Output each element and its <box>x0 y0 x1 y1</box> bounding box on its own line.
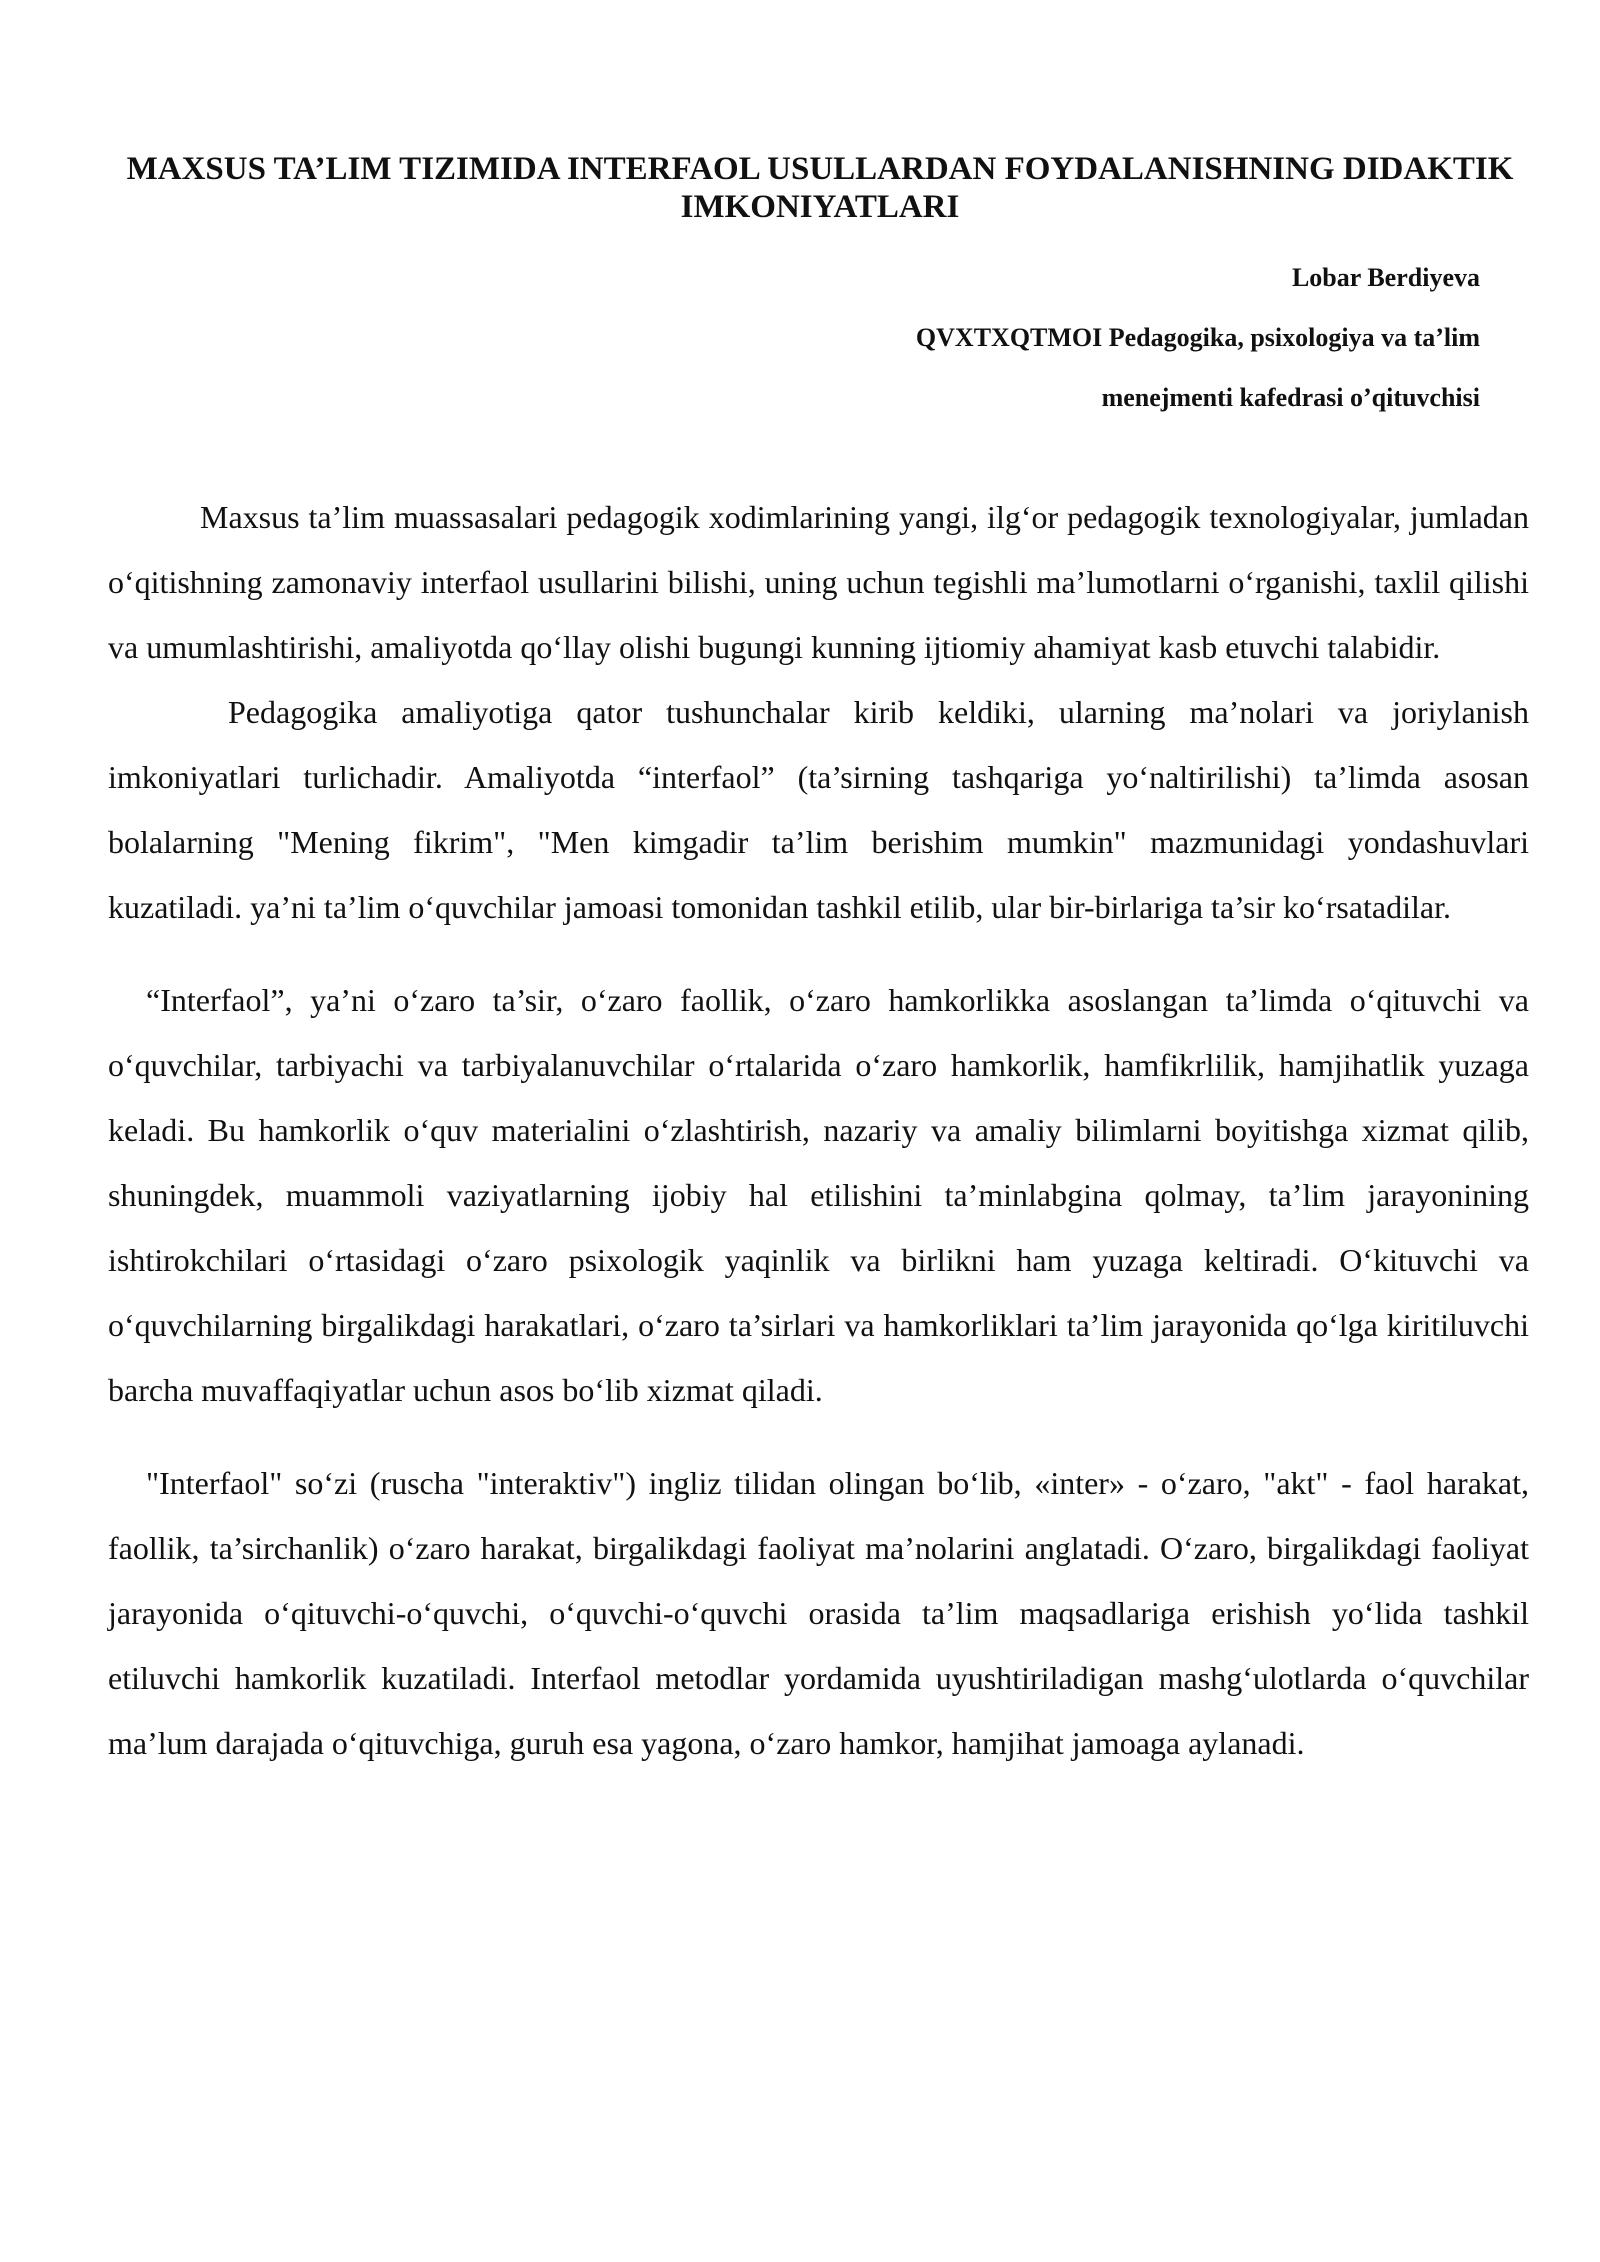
body-paragraph-2: Pedagogika amaliyotiga qator tushunchalar kirib keldiki, ularning ma’nolari va joriylanish imkoniyatlari turlichadir. Amaliyotda “interfaol” (ta’sirning tashqariga yo‘naltirilishi) ta’limda asosan bolalarning "Mening fikrim", "Men kimgadir ta’lim berishim mumkin" mazmunidagi yondashuvlari kuzatiladi. ya’ni ta’lim o‘quvchilar jamoasi tomonidan tashkil etilib, ular bir-birlariga ta’sir ko‘rsatadilar. <box>108 694 1529 925</box>
author-affiliation-line2: menejmenti kafedrasi o’qituvchisi <box>1101 383 1480 412</box>
body-paragraph-4: "Interfaol" so‘zi (ruscha "interaktiv") ingliz tilidan olingan bo‘lib, «inter» - o‘zaro, "akt" - faol harakat, faollik, ta’sirchanlik) o‘zaro harakat, birgalikdagi faoliyat ma’nolarini anglatadi. O‘zaro, birgalikdagi faoliyat jarayonida o‘qituvchi-o‘quvchi, o‘quvchi-o‘quvchi orasida ta’lim maqsadlariga erishish yo‘lida tashkil etiluvchi hamkorlik kuzatiladi. Interfaol metodlar yordamida uyushtiriladigan mashg‘ulotlarda o‘quvchilar ma’lum darajada o‘qituvchiga, guruh esa yagona, o‘zaro hamkor, hamjihat jamoaga aylanadi. <box>108 1465 1529 1761</box>
author-affiliation-line1: QVXTXQTMOI Pedagogika, psixologiya va ta’lim <box>915 323 1480 352</box>
body-paragraph-3: “Interfaol”, ya’ni o‘zaro ta’sir, o‘zaro faollik, o‘zaro hamkorlikka asoslangan ta’limda o‘qituvchi va o‘quvchilar, tarbiyachi va tarbiyalanuvchilar o‘rtalarida o‘zaro hamkorlik, hamfikrlilik, hamjihatlik yuzaga keladi. Bu hamkorlik o‘quv materialini o‘zlashtirish, nazariy va amaliy bilimlarni boyitishga xizmat qilib, shuningdek, muammoli vaziyatlarning ijobiy hal etilishini ta’minlabgina qolmay, ta’lim jarayonining ishtirokchilari o‘rtasidagi o‘zaro psixologik yaqinlik va birlikni ham yuzaga keltiradi. O‘kituvchi va o‘quvchilarning birgalikdagi harakatlari, o‘zaro ta’sirlari va hamkorliklari ta’lim jarayonida qo‘lga kiritiluvchi barcha muvaffaqiyatlar uchun asos bo‘lib xizmat qiladi. <box>108 982 1529 1408</box>
author-block <box>580 263 1480 443</box>
body-paragraph-1: Maxsus ta’lim muassasalari pedagogik xodimlarining yangi, ilg‘or pedagogik texnologiyalar, jumladan o‘qitishning zamonaviy interfaol usullarini bilishi, uning uchun tegishli ma’lumotlarni o‘rganishi, taxlil qilishi va umumlashtirishi, amaliyotda qo‘llay olishi bugungi kunning ijtiomiy ahamiyat kasb etuvchi talabidir. <box>108 499 1529 665</box>
document-title: MAXSUS TA’LIM TIZIMIDA INTERFAOL USULLARDAN FOYDALANISHNING DIDAKTIK IMKONIYATLARI <box>126 151 1514 225</box>
author-name: Lobar Berdiyeva <box>1291 263 1480 292</box>
document-body <box>108 485 1529 1776</box>
